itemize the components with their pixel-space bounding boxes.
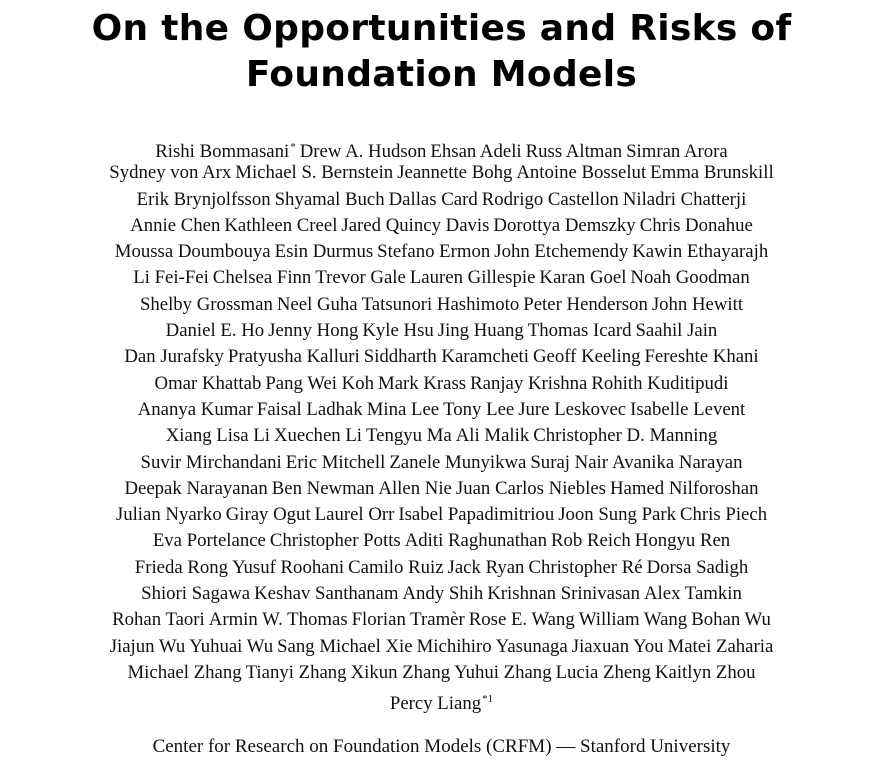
- author-name-text: Tatsunori Hashimoto: [361, 293, 520, 315]
- author-name-text: Jure Leskovec: [518, 398, 627, 420]
- author-name-text: Yusuf Roohani: [232, 556, 345, 578]
- author-name: [456, 476, 606, 502]
- author-name-text: Trevor Gale: [315, 267, 406, 289]
- author-name: [389, 187, 478, 213]
- author-name: [138, 397, 253, 423]
- author-name: [652, 292, 743, 318]
- author-name: [438, 318, 524, 344]
- author-name-text: Giray Ogut: [225, 504, 311, 526]
- author-name: [228, 344, 360, 370]
- author-name-text: Fereshte Khani: [644, 346, 759, 368]
- author-name: [469, 607, 575, 633]
- author-name-text: Alex Tamkin: [643, 583, 742, 605]
- author-name: [362, 318, 433, 344]
- author-name-text: Sydney von Arx: [109, 162, 232, 184]
- author-name: [270, 528, 401, 554]
- author-name-text: Erik Brynjolfsson: [136, 188, 271, 210]
- affiliation: Center for Research on Foundation Models (CRFM) — Stanford University: [152, 736, 731, 757]
- author-name-text: Juan Carlos Niebles: [455, 477, 606, 499]
- author-name-text: Shyamal Buch: [274, 188, 385, 210]
- author-name-text: Rohith Kuditipudi: [591, 372, 729, 394]
- author-name: [417, 634, 568, 660]
- author-name-text: Pratyusha Kalluri: [227, 346, 360, 368]
- author-line: [0, 581, 883, 607]
- author-name: [691, 607, 771, 633]
- author-name-text: Tony Lee: [443, 398, 515, 420]
- author-name-text: Camilo Ruiz: [348, 556, 444, 578]
- author-name: [398, 502, 554, 528]
- author-line: [0, 502, 883, 528]
- author-name-text: Michael S. Bernstein: [235, 162, 394, 184]
- author-name-text: Yuhuai Wu: [189, 635, 274, 657]
- author-list: [0, 134, 883, 713]
- author-name: [116, 502, 222, 528]
- author-name-text: Matei Zaharia: [667, 635, 774, 657]
- author-name-text: Armin W. Thomas: [208, 609, 348, 631]
- author-name-text: Florian Tramèr: [351, 609, 465, 631]
- author-name-text: Jack Ryan: [447, 556, 525, 578]
- author-name: [487, 581, 640, 607]
- author-name: [189, 634, 273, 660]
- author-name-text: Karan Goel: [539, 267, 627, 289]
- author-name: [209, 607, 348, 633]
- author-name-text: Deepak Narayanan: [124, 477, 268, 499]
- author-line: [0, 371, 883, 397]
- author-name-text: Shelby Grossman: [139, 293, 273, 315]
- author-name: [224, 213, 337, 239]
- author-line: [0, 134, 883, 160]
- author-name: [246, 660, 347, 686]
- author-name: [275, 239, 374, 265]
- author-name: [277, 634, 413, 660]
- author-name-text: Xuechen Li: [273, 425, 363, 447]
- author-line: [0, 607, 883, 633]
- author-name-text: Suraj Nair: [530, 451, 609, 473]
- author-line: [0, 450, 883, 476]
- author-name: [141, 450, 282, 476]
- author-footnote-mark: *1: [482, 693, 494, 706]
- author-name: [213, 265, 312, 291]
- author-name: [516, 160, 646, 186]
- author-name: [456, 423, 530, 449]
- author-line: [0, 423, 883, 449]
- author-name: [405, 528, 547, 554]
- author-name: [140, 292, 273, 318]
- author-name: [668, 634, 774, 660]
- author-name: [133, 265, 209, 291]
- author-name: [612, 450, 742, 476]
- author-name-text: Rohan Taori: [112, 609, 205, 631]
- author-name: [523, 292, 648, 318]
- author-name: [635, 318, 717, 344]
- author-name-text: Jiaxuan You: [571, 635, 664, 657]
- author-name: [556, 660, 651, 686]
- author-name: [366, 423, 452, 449]
- author-name-text: Kaitlyn Zhou: [654, 661, 756, 683]
- author-name-text: Chris Donahue: [639, 214, 753, 236]
- author-name: [623, 187, 747, 213]
- author-name-text: Emma Brunskill: [650, 162, 774, 184]
- author-line: [0, 318, 883, 344]
- author-name: [389, 450, 526, 476]
- author-name: [378, 371, 466, 397]
- author-name: [135, 555, 228, 581]
- author-name: [235, 160, 393, 186]
- author-name-text: Geoff Keeling: [532, 346, 641, 368]
- author-name-text: Annie Chen: [130, 214, 221, 236]
- author-name: [655, 660, 756, 686]
- author-name: [272, 476, 375, 502]
- author-line: [0, 213, 883, 239]
- author-name-text: Kawin Ethayarajh: [632, 241, 769, 263]
- author-name-text: Isabel Papadimitriou: [398, 504, 555, 526]
- author-name-text: John Etchemendy: [494, 241, 629, 263]
- author-name: [518, 397, 626, 423]
- author-name-text: Daniel E. Ho: [165, 320, 265, 342]
- author-name: [315, 502, 395, 528]
- author-name-text: Eva Portelance: [152, 530, 266, 552]
- author-name-text: Kathleen Creel: [224, 214, 338, 236]
- author-name: [644, 581, 742, 607]
- author-name-text: Faisal Ladhak: [256, 398, 363, 420]
- author-name-text: Krishnan Srinivasan: [487, 583, 640, 605]
- author-name: [110, 634, 186, 660]
- author-name-text: Xikun Zhang: [350, 661, 451, 683]
- author-name: [640, 213, 753, 239]
- author-name-text: Ben Newman: [271, 477, 375, 499]
- author-line: [0, 634, 883, 660]
- author-name-text: Ehsan Adeli: [430, 141, 522, 162]
- author-footnote-mark: *: [290, 141, 296, 153]
- author-name-text: Chris Piech: [680, 504, 768, 526]
- author-name: [630, 397, 745, 423]
- paper-title-line-2: Foundation Models: [245, 54, 638, 95]
- author-name: [647, 555, 749, 581]
- author-name: [551, 528, 631, 554]
- author-name-text: Xiang Lisa Li: [165, 425, 270, 447]
- author-name-text: Esin Durmus: [274, 241, 374, 263]
- author-name-text: Keshav Santhanam: [254, 583, 399, 605]
- author-name: [257, 397, 363, 423]
- author-name: [341, 213, 489, 239]
- author-name-text: Christopher D. Manning: [533, 425, 718, 447]
- author-name-text: Andy Shih: [402, 583, 484, 605]
- author-name-text: Dallas Card: [388, 188, 478, 210]
- author-line: [0, 239, 883, 265]
- author-line: [0, 686, 883, 715]
- author-name: [650, 160, 774, 186]
- author-name-text: Siddharth Karamcheti: [363, 346, 529, 368]
- author-name-text: Hamed Nilforoshan: [610, 477, 759, 499]
- author-name: [130, 213, 220, 239]
- author-name: [137, 187, 271, 213]
- author-name-text: Julian Nyarko: [115, 504, 222, 526]
- author-line: [0, 555, 883, 581]
- author-name: [470, 371, 587, 397]
- author-name-text: Dan Jurafsky: [124, 346, 224, 368]
- author-name-text: Aditi Raghunathan: [404, 530, 548, 552]
- author-name: [286, 450, 386, 476]
- author-name-text: Neel Guha: [276, 293, 358, 315]
- author-name: [533, 423, 717, 449]
- author-name-text: Mina Lee: [366, 398, 440, 420]
- author-name: [362, 292, 520, 318]
- author-name-text: Saahil Jain: [635, 320, 718, 342]
- author-name: [443, 397, 514, 423]
- author-name: [530, 450, 608, 476]
- author-name-text: Kyle Hsu: [362, 320, 434, 342]
- author-name: [402, 581, 483, 607]
- author-name-text: Hongyu Ren: [634, 530, 731, 552]
- author-name: [539, 265, 626, 291]
- author-name-text: Avanika Narayan: [612, 451, 743, 473]
- author-name: [351, 660, 451, 686]
- author-name-text: Tianyi Zhang: [245, 661, 347, 683]
- author-name-text: Rodrigo Castellon: [481, 188, 619, 210]
- author-name-text: Noah Goodman: [630, 267, 750, 289]
- author-name: [410, 265, 536, 291]
- author-name: [254, 581, 398, 607]
- author-name-text: Yuhui Zhang: [454, 661, 552, 683]
- author-name-text: Suvir Mirchandani: [140, 451, 282, 473]
- author-name: [680, 502, 767, 528]
- author-name-text: Niladri Chatterji: [622, 188, 747, 210]
- author-name: [275, 187, 385, 213]
- author-name-text: Percy Liang: [389, 693, 482, 715]
- author-name: [277, 292, 358, 318]
- author-name-text: Russ Altman: [525, 141, 623, 162]
- author-name: [127, 660, 241, 686]
- author-name: [454, 660, 551, 686]
- paper-title-line-1: On the Opportunities and Risks of: [91, 8, 792, 49]
- author-name-text: Jing Huang: [437, 320, 524, 342]
- author-name: [494, 239, 628, 265]
- author-name: [630, 265, 749, 291]
- author-name-text: Jared Quincy Davis: [341, 214, 490, 236]
- author-name: [367, 397, 439, 423]
- author-name-text: Pang Wei Koh: [265, 372, 375, 394]
- author-name-text: Jeannette Bohg: [397, 162, 513, 184]
- author-name: [124, 476, 267, 502]
- author-name-text: Laurel Orr: [314, 504, 395, 526]
- author-name-text: Tengyu Ma: [366, 425, 452, 447]
- author-name-text: Rishi Bommasani: [155, 141, 290, 162]
- author-name-text: Drew A. Hudson: [299, 141, 427, 162]
- author-line: [0, 292, 883, 318]
- author-name-text: Chelsea Finn: [212, 267, 312, 289]
- author-name-text: Antoine Bosselut: [516, 162, 647, 184]
- author-name-text: Eric Mitchell: [285, 451, 386, 473]
- author-name: [390, 686, 493, 717]
- author-name-text: Jenny Hong: [268, 320, 359, 342]
- author-name: [610, 476, 759, 502]
- author-line: [0, 476, 883, 502]
- author-name-text: Rob Reich: [551, 530, 631, 552]
- author-line: [0, 528, 883, 554]
- author-name: [315, 265, 406, 291]
- author-name-text: Rose E. Wang: [468, 609, 575, 631]
- author-name-text: Li Fei-Fei: [133, 267, 209, 289]
- author-name: [528, 318, 632, 344]
- author-name: [268, 318, 358, 344]
- author-name: [645, 344, 759, 370]
- author-name-text: Christopher Potts: [269, 530, 401, 552]
- author-name-text: Simran Arora: [626, 141, 728, 162]
- author-name-text: Moussa Doumbouya: [114, 241, 271, 263]
- author-name-text: Joon Sung Park: [558, 504, 677, 526]
- author-name: [153, 528, 266, 554]
- author-name: [166, 423, 270, 449]
- author-name-text: Christopher Ré: [528, 556, 643, 578]
- author-line: [0, 397, 883, 423]
- author-name: [226, 502, 311, 528]
- author-line: [0, 660, 883, 686]
- author-name: [274, 423, 362, 449]
- author-name-text: John Hewitt: [651, 293, 744, 315]
- paper-title: [0, 6, 883, 98]
- author-name: [155, 371, 262, 397]
- author-name: [632, 239, 768, 265]
- author-name: [482, 187, 619, 213]
- author-name: [265, 371, 374, 397]
- author-name-text: Ranjay Krishna: [470, 372, 588, 394]
- author-name-text: Dorsa Sadigh: [646, 556, 749, 578]
- author-name-text: Peter Henderson: [523, 293, 648, 315]
- author-name: [635, 528, 730, 554]
- author-name: [352, 607, 465, 633]
- author-name: [377, 239, 490, 265]
- author-name: [572, 634, 664, 660]
- author-name: [112, 607, 205, 633]
- author-name: [448, 555, 525, 581]
- author-name-text: Isabelle Levent: [630, 398, 746, 420]
- author-line: [0, 344, 883, 370]
- author-name: [115, 239, 271, 265]
- author-name: [232, 555, 344, 581]
- author-name: [528, 555, 642, 581]
- author-name: [109, 160, 231, 186]
- author-name: [124, 344, 224, 370]
- author-name-text: Lucia Zheng: [555, 661, 651, 683]
- author-name-text: Shiori Sagawa: [141, 583, 251, 605]
- author-name: [364, 344, 529, 370]
- author-name-text: William Wang: [578, 609, 688, 631]
- author-name-text: Zanele Munyikwa: [389, 451, 527, 473]
- author-name-text: Michael Zhang: [127, 661, 242, 683]
- author-name: [533, 344, 641, 370]
- author-name: [397, 160, 512, 186]
- author-name-text: Ali Malik: [455, 425, 530, 447]
- author-name-text: Stefano Ermon: [377, 241, 491, 263]
- author-name-text: Jiajun Wu: [109, 635, 186, 657]
- author-name-text: Sang Michael Xie: [277, 635, 413, 657]
- author-name: [493, 213, 635, 239]
- author-name: [378, 476, 451, 502]
- author-name-text: Lauren Gillespie: [409, 267, 536, 289]
- author-name: [579, 607, 687, 633]
- author-name: [348, 555, 443, 581]
- author-name-text: Ananya Kumar: [137, 398, 253, 420]
- author-name-text: Thomas Icard: [527, 320, 632, 342]
- author-name: [591, 371, 728, 397]
- author-line: [0, 160, 883, 186]
- author-name-text: Mark Krass: [378, 372, 467, 394]
- author-line: [0, 265, 883, 291]
- author-name: [558, 502, 676, 528]
- author-name-text: Frieda Rong: [134, 556, 229, 578]
- author-name-text: Michihiro Yasunaga: [416, 635, 568, 657]
- author-name-text: Dorottya Demszky: [493, 214, 636, 236]
- author-name: [166, 318, 265, 344]
- author-name-text: Allen Nie: [378, 477, 452, 499]
- author-name-text: Bohan Wu: [691, 609, 771, 631]
- author-name: [141, 581, 250, 607]
- author-name-text: Omar Khattab: [154, 372, 262, 394]
- author-line: [0, 187, 883, 213]
